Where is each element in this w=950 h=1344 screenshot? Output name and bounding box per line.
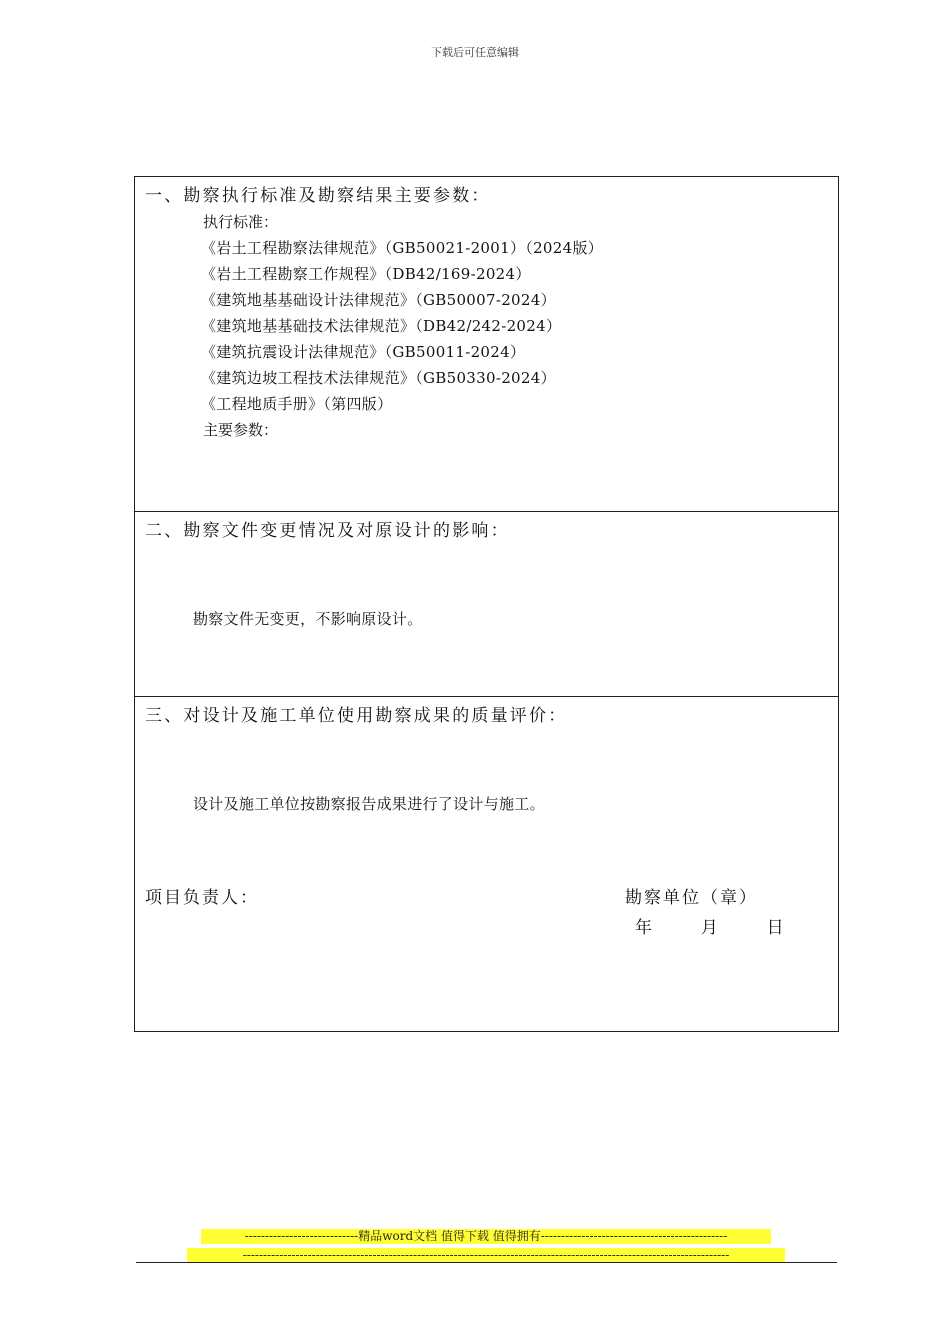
date-month: 月 xyxy=(700,918,718,938)
section2-body: 勘察文件无变更，不影响原设计。 xyxy=(193,610,423,628)
standard-item: 《建筑地基基础技术法律规范》（DB42/242-2024） xyxy=(201,317,562,335)
standard-item: 《岩土工程勘察法律规范》（GB50021-2001）（2024版） xyxy=(201,239,604,257)
project-lead-label: 项目负责人： xyxy=(145,888,259,908)
section1-heading: 一、勘察执行标准及勘察结果主要参数： xyxy=(145,186,491,206)
standard-item: 《建筑边坡工程技术法律规范》（GB50330-2024） xyxy=(201,369,556,387)
signature-date xyxy=(635,913,784,938)
section2-heading: 二、勘察文件变更情况及对原设计的影响： xyxy=(145,521,510,541)
standard-item: 《工程地质手册》（第四版） xyxy=(201,395,393,413)
main-params-label: 主要参数： xyxy=(203,421,279,439)
footer-banner-line2: ------------------------------------------------------------------------------------------------------------------------ xyxy=(187,1248,785,1263)
standards-list xyxy=(201,209,603,443)
page-header: 下载后可任意编辑 xyxy=(431,46,519,59)
section3-body: 设计及施工单位按勘察报告成果进行了设计与施工。 xyxy=(193,795,545,813)
section-standards xyxy=(135,177,838,511)
standards-label: 执行标准： xyxy=(203,213,279,231)
section-evaluation xyxy=(135,696,838,1031)
standard-item: 《建筑地基基础设计法律规范》（GB50007-2024） xyxy=(201,291,556,309)
date-year: 年 xyxy=(635,918,652,938)
section-changes xyxy=(135,511,838,696)
section3-heading: 三、对设计及施工单位使用勘察成果的质量评价： xyxy=(145,706,568,726)
date-day: 日 xyxy=(766,918,784,938)
standard-item: 《岩土工程勘察工作规程》（DB42/169-2024） xyxy=(201,265,531,283)
survey-unit-seal-label: 勘察单位（章） xyxy=(625,888,758,908)
standard-item: 《建筑抗震设计法律规范》（GB50011-2024） xyxy=(201,343,526,361)
survey-form-table xyxy=(134,176,839,1032)
footer-divider xyxy=(136,1262,837,1263)
footer-banner-line1: ----------------------------精品word文档 值得下载 值得拥有---------------------------------------------- xyxy=(201,1229,771,1244)
